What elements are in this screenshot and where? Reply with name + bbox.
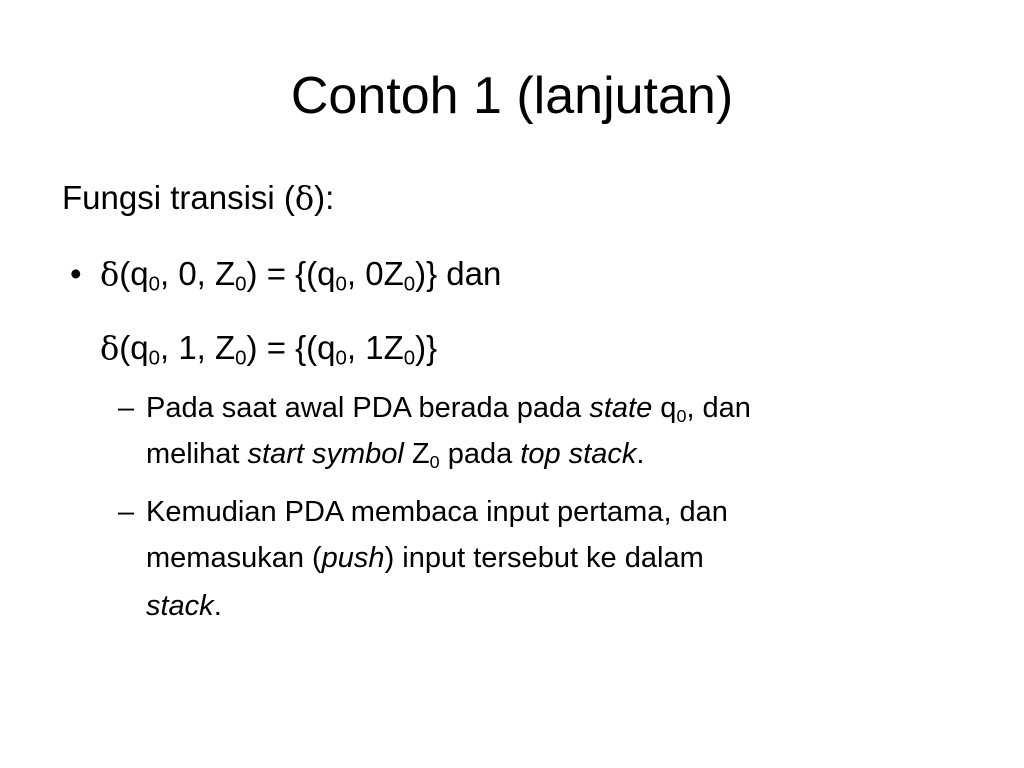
explanation-italic: stack xyxy=(146,590,214,622)
explanation-text: memasukan ( xyxy=(146,542,322,574)
transition-text: ) = {(q xyxy=(246,255,336,292)
subscript: 0 xyxy=(148,346,160,370)
delta-symbol: δ xyxy=(100,255,120,293)
explanation-text: melihat xyxy=(146,438,248,470)
explanation-text: , dan xyxy=(686,392,751,424)
transition-text: )} xyxy=(415,329,438,366)
bullet-marker: • xyxy=(70,255,82,292)
transition-text: (q xyxy=(119,255,149,292)
transition-text: , 0Z xyxy=(346,255,404,292)
explanation-text: . xyxy=(636,438,645,470)
subscript: 0 xyxy=(235,272,247,296)
explanation-1-line-2 xyxy=(146,436,644,472)
intro-suffix: ): xyxy=(314,179,335,216)
transition-text: , 1, Z xyxy=(159,329,236,366)
explanation-italic: push xyxy=(321,542,385,574)
intro-text: Fungsi transisi ( xyxy=(62,179,295,216)
transition-text: )} dan xyxy=(415,255,502,292)
explanation-italic: start symbol xyxy=(247,438,404,470)
transition-line-1 xyxy=(100,254,501,294)
subscript: 0 xyxy=(403,272,416,296)
intro-line xyxy=(62,178,334,218)
explanation-text: Kemudian PDA membaca input pertama, dan xyxy=(146,496,728,528)
explanation-1-line-1 xyxy=(146,390,751,426)
explanation-italic: state xyxy=(589,392,653,424)
explanation-2-line-2 xyxy=(146,540,704,576)
explanation-2-line-1 xyxy=(146,494,728,530)
subscript: 0 xyxy=(235,346,247,370)
slide-title-text: Contoh 1 (lanjutan) xyxy=(290,67,734,125)
explanation-text: q xyxy=(652,392,677,424)
subscript: 0 xyxy=(148,272,160,296)
dash-marker: – xyxy=(118,496,135,528)
dash-marker: – xyxy=(118,392,135,424)
explanation-italic: top stack xyxy=(520,438,637,470)
subscript: 0 xyxy=(429,452,440,473)
transition-text: , 1Z xyxy=(346,329,404,366)
transition-text: , 0, Z xyxy=(159,255,236,292)
subscript: 0 xyxy=(676,406,687,427)
explanation-text: ) input tersebut ke dalam xyxy=(384,542,704,574)
transition-text: ) = {(q xyxy=(246,329,336,366)
subscript: 0 xyxy=(403,346,416,370)
delta-symbol: δ xyxy=(294,179,315,217)
slide-title xyxy=(0,64,1024,128)
explanation-text: . xyxy=(213,590,222,622)
explanation-text: Pada saat awal PDA berada pada xyxy=(146,392,590,424)
explanation-text: Z xyxy=(403,438,430,470)
delta-symbol: δ xyxy=(100,329,120,367)
transition-text: (q xyxy=(119,329,149,366)
subscript: 0 xyxy=(335,272,347,296)
subscript: 0 xyxy=(335,346,347,370)
transition-line-2 xyxy=(100,328,437,368)
explanation-text: pada xyxy=(439,438,521,470)
explanation-2-line-3 xyxy=(146,588,222,624)
